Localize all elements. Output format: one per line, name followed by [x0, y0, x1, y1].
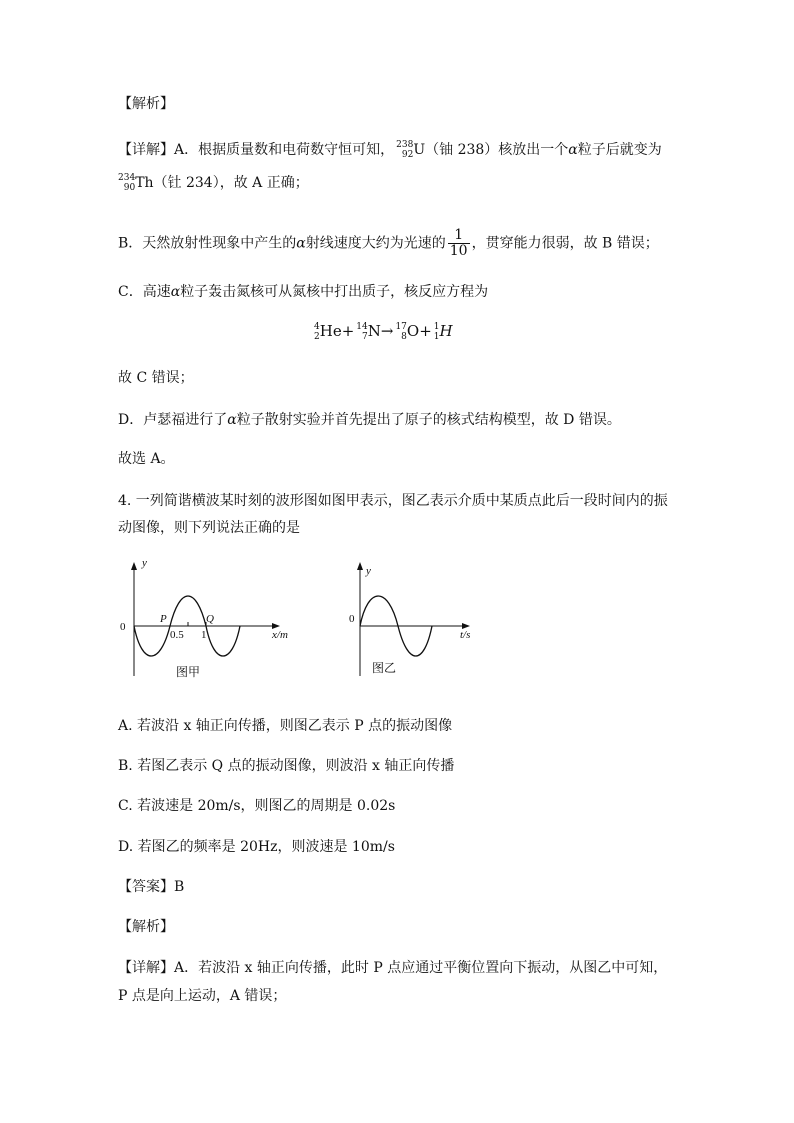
option-a: A. 若波沿 x 轴正向传播，则图乙表示 P 点的振动图像	[118, 718, 453, 734]
answer-line: 【答案】B	[118, 879, 185, 895]
fig2-origin: 0	[349, 613, 355, 625]
detail-line-b: B．天然放射性现象中产生的α射线速度大约为光速的 $\frac{1}{10}$ ，贯穿能力很弱，故 B 错误；	[118, 227, 659, 259]
option-d: D. 若图乙的频率是 20Hz，则波速是 10m/s	[118, 839, 395, 855]
fig1-origin: 0	[120, 621, 126, 633]
analysis-header-2: 【解析】	[118, 919, 174, 935]
uranium-isotope: 238 92 U	[396, 140, 426, 160]
fig1-caption: 图甲	[176, 665, 201, 679]
alpha-symbol: α	[227, 412, 237, 428]
line-a2-text: （钍 234），故 A 正确；	[153, 175, 309, 191]
uranium-note: （铀 238）核放出一个	[425, 142, 569, 158]
fig1-point-p: P	[160, 613, 167, 625]
detail-line-c2: 故 C 错误；	[118, 370, 194, 386]
analysis-header: 【解析】	[118, 96, 174, 112]
fig1-tick-05: 0.5	[170, 629, 184, 641]
detail2-line1: 【详解】A．若波沿 x 轴正向传播，此时 P 点应通过平衡位置向下振动，从图乙中可知，	[118, 960, 668, 976]
line-a1-end: 粒子后就变为	[577, 142, 662, 158]
question-4-line2: 动图像，则下列说法正确的是	[118, 520, 300, 536]
option-c: C. 若波速是 20m/s，则图乙的周期是 0.02s	[118, 798, 396, 814]
alpha-symbol: α	[296, 235, 306, 252]
detail-line-d: D．卢瑟福进行了α粒子散射实验并首先提出了原子的核式结构模型，故 D 错误。	[118, 412, 621, 428]
fig2-ylabel: y	[366, 565, 371, 577]
fig2-caption: 图乙	[372, 661, 397, 675]
fig1-xlabel: x/m	[272, 629, 288, 641]
detail-label: 【详解】	[118, 142, 174, 158]
detail-line-a1	[118, 140, 662, 160]
fig1-tick-1: 1	[201, 629, 207, 641]
question-4-line1: 4. 一列简谐横波某时刻的波形图如图甲表示，图乙表示介质中某质点此后一段时间内的振	[118, 493, 668, 509]
thorium-isotope: 234 90 Th	[118, 173, 154, 193]
alpha-symbol: α	[568, 142, 578, 158]
fig2-xlabel: t/s	[460, 629, 471, 641]
detail2-line2: P 点是向上运动，A 错误；	[118, 988, 287, 1004]
wave-figure-yi	[342, 556, 492, 682]
option-b: B. 若图乙表示 Q 点的振动图像，则波沿 x 轴正向传播	[118, 758, 455, 774]
fig1-ylabel: y	[142, 557, 147, 569]
one-tenth-fraction: $\frac{1}{10}$	[449, 227, 468, 259]
wave-figure-jia	[112, 556, 312, 682]
detail-line-c: C．高速α粒子轰击氮核可从氮核中打出质子，核反应方程为	[118, 284, 489, 300]
choose-line: 故选 A。	[118, 451, 175, 467]
alpha-symbol: α	[170, 284, 181, 300]
line-a1-text: A．根据质量数和电荷数守恒可知，	[174, 142, 395, 158]
nuclear-equation: 4 2 He+ 14 7 N→ 17 8 O+ 1 1 H	[314, 322, 453, 342]
detail-line-a2	[118, 173, 309, 193]
fig1-point-q: Q	[206, 613, 214, 625]
